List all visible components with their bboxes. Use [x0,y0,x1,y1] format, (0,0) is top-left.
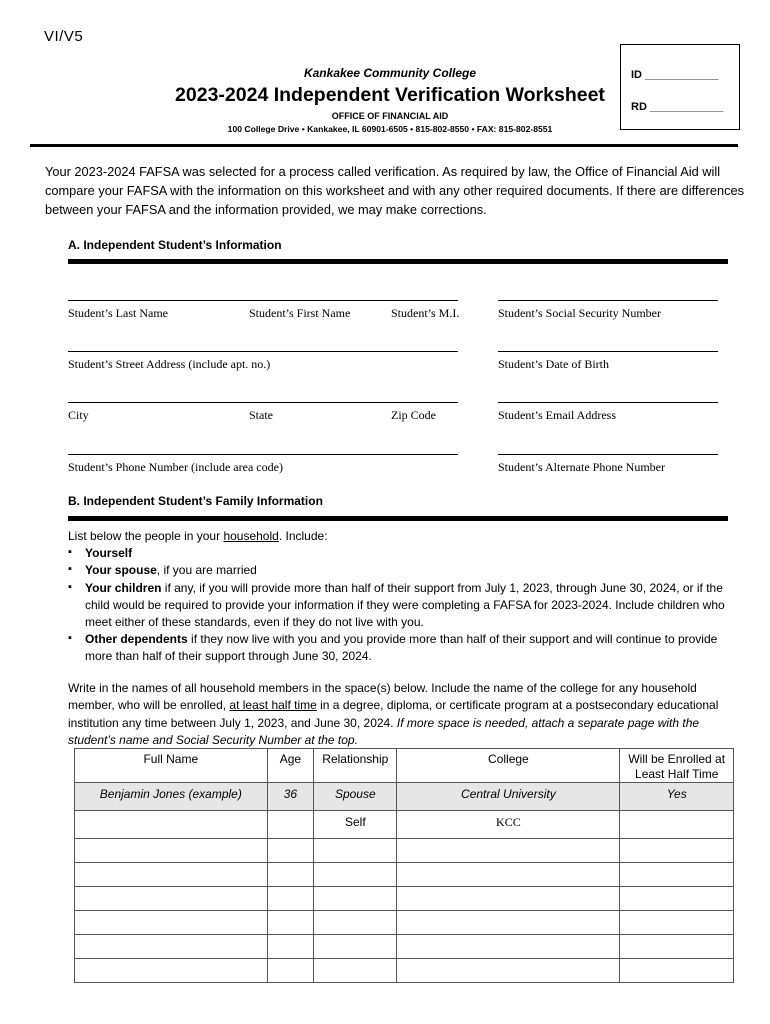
col-header-college: College [397,749,620,783]
email-line[interactable] [498,402,718,403]
section-a-heading: A. Independent Student’s Information [68,238,282,252]
college-cell[interactable] [397,959,620,983]
bullet-item: ▪ Yourself [68,545,733,562]
name-cell[interactable] [75,935,268,959]
table-row [75,863,734,887]
ssn-label: Student’s Social Security Number [498,306,661,320]
col-header-relationship: Relationship [314,749,397,783]
enrolled-cell[interactable] [620,839,734,863]
section-b-heading: B. Independent Student’s Family Information [68,494,323,508]
enrolled-cell[interactable] [620,887,734,911]
city-state-zip-line[interactable] [68,402,458,403]
example-name: Benjamin Jones (example) [75,783,268,811]
example-relationship: Spouse [314,783,397,811]
relationship-cell[interactable] [314,887,397,911]
intro-paragraph: Your 2023-2024 FAFSA was selected for a process called verification. As required by law, the Office of Financial Aid will compare your FAFSA with the information on this worksheet and with any other required documents. If there are differences between your FAFSA and the information provided, we may make corrections. [45,164,744,217]
college-cell[interactable]: KCC [397,811,620,839]
college-cell[interactable] [397,911,620,935]
office-address: 100 College Drive • Kankakee, IL 60901-6505 • 815-802-8550 • FAX: 815-802-8551 [227,124,553,134]
list-intro-text: List below the people in your [68,529,224,543]
instr-underline: at least half time [229,698,317,713]
table-row [75,911,734,935]
table-row [75,811,734,839]
bullet-item: ▪ Your spouse, if you are married [68,562,733,579]
section-b-rule [68,516,728,521]
dob-label: Student’s Date of Birth [498,357,609,371]
col-header-full-name: Full Name [75,749,268,783]
rd-blank: ____________ [649,101,724,113]
header-rule [30,144,738,147]
relationship-cell[interactable] [314,911,397,935]
mi-label: Student’s M.I. [391,306,460,320]
relationship-cell[interactable] [314,935,397,959]
id-blank: ____________ [645,69,719,81]
household-bullets [68,545,733,665]
example-age: 36 [267,783,314,811]
college-cell[interactable] [397,863,620,887]
age-cell[interactable] [267,887,314,911]
college-cell[interactable] [397,935,620,959]
enrolled-cell[interactable] [620,863,734,887]
alt-phone-label: Student’s Alternate Phone Number [498,460,665,474]
age-cell[interactable] [267,935,314,959]
household-list-block [68,528,733,666]
last-name-label: Student’s Last Name [68,306,168,320]
name-line[interactable] [68,300,458,301]
relationship-cell[interactable] [314,959,397,983]
name-cell[interactable] [75,911,268,935]
zip-label: Zip Code [391,408,436,422]
form-code: VI/V5 [44,28,84,45]
example-college: Central University [397,783,620,811]
street-line[interactable] [68,351,458,352]
instructions-paragraph [68,680,736,750]
age-cell[interactable] [267,839,314,863]
page-title: 2023-2024 Independent Verification Worksheet [175,84,605,106]
college-cell[interactable] [397,839,620,863]
name-cell[interactable] [75,863,268,887]
table-row [75,935,734,959]
dob-line[interactable] [498,351,718,352]
alt-phone-line[interactable] [498,454,718,455]
name-cell[interactable] [75,811,268,839]
relationship-cell[interactable]: Self [314,811,397,839]
col-header-age: Age [267,749,314,783]
college-cell[interactable] [397,887,620,911]
instr-text: Write in the names of all household members in the space(s) below. Include the name of the college for any household member, who will be enrolled, [68,681,697,713]
example-row [75,783,734,811]
first-name-label: Student’s First Name [249,306,351,320]
college-name: Kankakee Community College [303,66,477,80]
name-cell[interactable] [75,839,268,863]
enrolled-cell[interactable] [620,811,734,839]
age-cell[interactable] [267,811,314,839]
instr-text-2: in a degree, diploma, or certificate program at a postsecondary educational institution any time between July 1, 2023, and June 30, 2024. [68,698,719,730]
household-table [74,748,734,983]
bullet-item: ▪ Your children if any, if you will provide more than half of their support from July 1, 2023, through June 30, 2024, or if the child would be required to provide your information if they were completing a FAFSA for 2023-2024. Include children who meet either of these standards, even if they do not live with you. [68,580,733,632]
relationship-cell[interactable] [314,863,397,887]
col-header-enrolled: Will be Enrolled at Least Half Time [620,749,734,783]
name-cell[interactable] [75,959,268,983]
household-term: household [223,529,279,543]
bullet-item: ▪ Other dependents if they now live with you and you provide more than half of their support and will continue to provide more than half of their support through June 30, 2024. [68,631,733,665]
table-row [75,959,734,983]
office-name: OFFICE OF FINANCIAL AID [331,111,449,121]
instr-italic: If more space is needed, attach a separate page with the student’s name and Social Security Number at the top. [68,715,700,748]
example-enrolled: Yes [620,783,734,811]
age-cell[interactable] [267,959,314,983]
table-row [75,839,734,863]
age-cell[interactable] [267,911,314,935]
enrolled-cell[interactable] [620,959,734,983]
email-label: Student’s Email Address [498,408,616,422]
name-cell[interactable] [75,887,268,911]
table-header-row [75,749,734,783]
age-cell[interactable] [267,863,314,887]
state-label: State [249,408,273,422]
rd-label: RD [631,101,647,113]
street-label: Student’s Street Address (include apt. no.) [68,357,271,371]
relationship-cell[interactable] [314,839,397,863]
phone-line[interactable] [68,454,458,455]
id-label: ID [631,69,642,81]
household-list-intro [68,528,733,545]
list-intro-end: . Include: [278,529,328,543]
enrolled-cell[interactable] [620,935,734,959]
section-a-rule [68,259,728,264]
phone-label: Student’s Phone Number (include area code) [68,460,283,474]
city-label: City [68,408,89,422]
table-row [75,887,734,911]
enrolled-cell[interactable] [620,911,734,935]
ssn-line[interactable] [498,300,718,301]
